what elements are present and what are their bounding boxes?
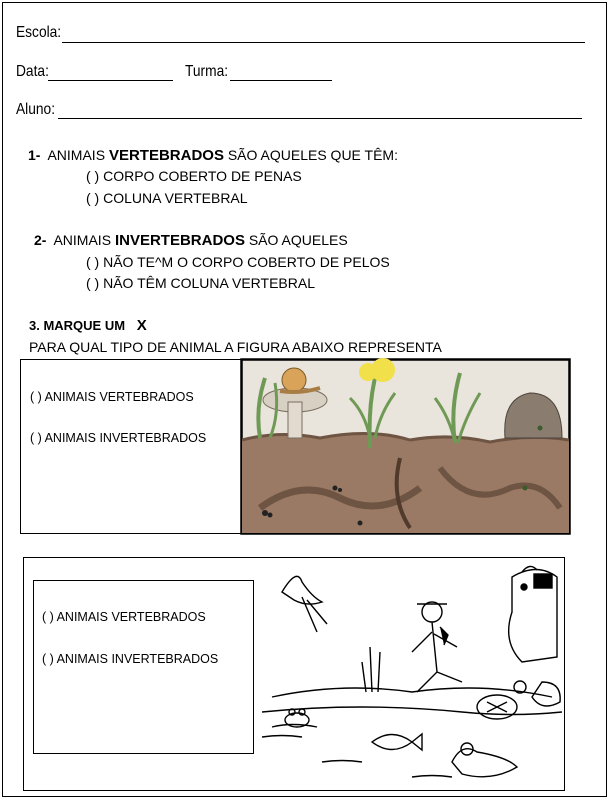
question-1-number: 1- [28,147,41,163]
question-2-number: 2- [34,232,47,248]
question-1-keyword: VERTEBRADOS [108,147,224,164]
aluno-line [58,118,582,119]
q1-option-2[interactable]: ( ) COLUNA VERTEBRAL [86,190,248,206]
escola-label: Escola: [16,24,62,41]
question-3-title: 3. MARQUE UM [29,318,126,333]
q1-option-1[interactable]: ( ) CORPO COBERTO DE PENAS [86,168,302,184]
q2-option-1[interactable]: ( ) NÃO TE^M O CORPO COBERTO DE PELOS [86,254,390,270]
aluno-label: Aluno: [16,101,56,118]
farm-pond-illustration [262,562,562,788]
question-3-mark: X [136,317,147,334]
question-3 [29,317,147,334]
box1-option-invertebrados[interactable]: ( ) ANIMAIS INVERTEBRADOS [30,431,207,445]
turma-label: Turma: [185,63,229,80]
box1-option-vertebrados[interactable]: ( ) ANIMAIS VERTEBRADOS [30,390,194,404]
question-3-subtitle: PARA QUAL TIPO DE ANIMAL A FIGURA ABAIXO REPRESENTA [29,339,442,355]
escola-line [62,42,585,43]
box2-option-invertebrados[interactable]: ( ) ANIMAIS INVERTEBRADOS [42,652,219,666]
question-2-prefix: ANIMAIS [53,232,115,248]
soil-animals-illustration [240,358,571,535]
data-line [48,80,173,81]
question-2-suffix: SÃO AQUELES [244,232,348,248]
turma-line [230,80,332,81]
question-1 [28,147,398,164]
question-1-prefix: ANIMAIS [47,147,109,163]
box2-option-vertebrados[interactable]: ( ) ANIMAIS VERTEBRADOS [42,610,206,624]
data-label: Data: [16,63,49,80]
question-2 [34,232,348,249]
question-2-keyword: INVERTEBRADOS [114,232,245,249]
answer-box-2-inner [33,580,254,754]
q2-option-2[interactable]: ( ) NÃO TÊM COLUNA VERTEBRAL [86,275,315,291]
question-1-suffix: SÃO AQUELES QUE TÊM: [223,147,398,163]
